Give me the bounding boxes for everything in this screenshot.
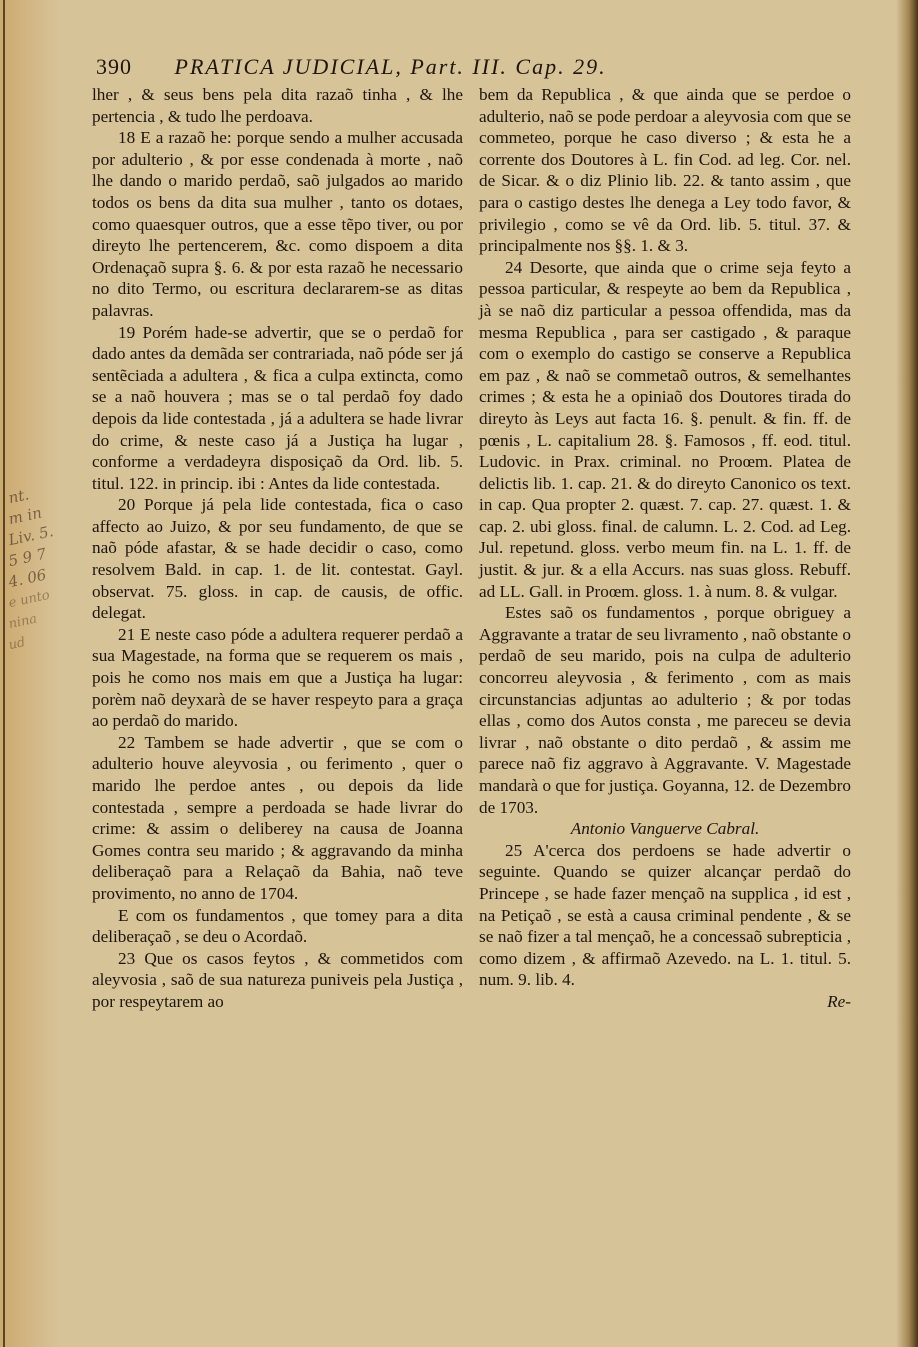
margin-note: nt. [6,485,31,508]
left-column [92,84,463,1013]
paragraph: 21 E neste caso póde a adultera requerer perdaõ a sua Magestade, na forma que se requerem os mais , pois he como nos mais em que a Justiça ha lugar: porèm naõ deyxarà de se haver respeyto para a graça ao perdaõ do marido. [92,624,463,731]
paragraph: bem da Republica , & que ainda que se perdoe o adulterio, naõ se pode perdoar a aleyvosia com que se commeteo, porque he caso diverso ; & esta he a corrente dos Doutores à L. fin Cod. ad leg. Cor. nel. de Sicar. & o diz Plinio lib. 22. & tanto assim , que para o castigo destes lhe denega a Ley todo favor, & privilegio , como se vê da Ord. lib. 5. titul. 37. & principalmente nos §§. 1. & 3. [479,85,851,256]
margin-note: nina [7,611,39,633]
margin-note: m in [6,503,44,529]
running-header [96,54,856,80]
paragraph: 22 Tambem se hade advertir , que se com o adulterio houve aleyvosia , ou ferimento , quer o marido lhe perdoe antes , ou depois da lide contestada , sempre a perdoada se hade livrar do crime: & assim o deliberey na causa de Joanna Gomes contra seu marido ; & aggravando da minha deliberaçaõ para a Relaçaõ da Bahia, naõ teve provimento, no anno de 1704. [92,732,463,903]
gutter-shadow [0,0,60,1347]
catchword: Re- [827,991,851,1011]
page-edge-shadow [896,0,918,1347]
handwritten-margin-notes [6,480,88,654]
margin-note: 4. 06 [6,565,48,592]
binding-line [3,0,5,1347]
running-title: PRATICA JUDICIAL, Part. III. Cap. 29. [174,54,607,79]
paragraph: 20 Porque já pela lide contestada, fica o caso affecto ao Juizo, & por seu fundamento, de que se naõ póde afastar, & se hade decidir o caso, como resolvem Bald. in cap. 1. de lit. contestat. Gayl. observat. 75. gloss. in cap. de causis, de offic. delegat. [92,495,463,623]
paragraph: 23 Que os casos feytos , & commetidos com aleyvosia , saõ de sua natureza puniveis pela Justiça , por respeytarem ao [92,948,463,1011]
signature: Antonio Vanguerve Cabral. [570,819,760,839]
right-column [479,84,851,1013]
paragraph: 24 Desorte, que ainda que o crime seja feyto a pessoa particular, & respeyte ao bem da Republica , jà se naõ diz particular a pessoa offendida, mas da mesma Republica , para ser castigado , & paraque com o exemplo do castigo se conserve a Republica em paz , & naõ se commetaõ outros, & semelhantes crimes ; & esta he a opiniaõ dos Doutores tirada do direyto às Leys aut facta 16. §. penult. & fin. ff. de pœnis , L. capitalium 28. §. Famosos , ff. eod. titul. Ludovic. in Prax. criminal. no Proœm. Platea de delictis lib. 1. cap. 21. & do direyto Canonico os text. in cap. Qua propter 2. quæst. 7. cap. 27. quæst. 1. & cap. 2. ubi gloss. final. de calumn. L. 2. Cod. ad Leg. Jul. repetund. gloss. verbo meum fin. na L. 1. ff. de justit. & jur. & a ella Accurs. nas suas gloss. Rebuff. ad LL. Gall. in Proœm. gloss. 1. à num. 8. & vulgar. [479,257,851,601]
paragraph: E com os fundamentos , que tomey para a dita deliberaçaõ , se deu o Acordaõ. [92,905,463,947]
paragraph: 18 E a razaõ he: porque sendo a mulher accusada por adulterio , & por esse condenada à morte , naõ lhe dando o marido perdaõ, saõ julgados ao marido todos os bens da dita sua mulher , tanto os dotaes, como quaesquer outros, que a esse tẽpo tiver, ou por direyto lhe pertencerem, &c. como dispoem a dita Ordenaçaõ supra §. 6. & por esta razaõ he necessario no dito Termo, ou escritura declararem-se as ditas palavras. [92,128,463,320]
page-number: 390 [96,54,132,79]
margin-note: e unto [7,587,52,612]
margin-note: ud [7,635,27,654]
paragraph: 19 Porém hade-se advertir, que se o perdaõ for dado antes da demãda ser contrariada, naõ póde ser já sentẽciada a adultera , & fica a culpa extincta, como se a naõ houvera ; mas se o tal perdaõ foy dado depois da lide contestada , já a adultera se hade livrar do crime, & neste caso já a Justiça ha lugar , conforme a verdadeyra disposiçaõ da Ord. lib. 5. titul. 122. in princip. ibi : Antes da lide contestada. [92,322,463,493]
paragraph: Estes saõ os fundamentos , porque obriguey a Aggravante a tratar de seu livramento , naõ obstante o perdaõ de seu marido, pois na culpa de adulterio concorreu aleyvosia , & ferimento , com as mais circunstancias adjuntas ao adulterio ; & por todas ellas , como dos Autos consta , me pareceu se devia livrar , naõ obstante o dito perdaõ , & assim me parece naõ fiz aggravo à Aggravante. V. Magestade mandarà o que for justiça. Goyanna, 12. de Dezembro de 1703. [479,603,851,817]
margin-note: 5 9 7 [6,544,48,571]
paragraph: lher , & seus bens pela dita razaõ tinha , & lhe pertencia , & tudo lhe perdoava. [92,85,463,126]
paragraph: 25 A'cerca dos perdoens se hade advertir o seguinte. Quando se quizer alcançar perdaõ do Princepe , se hade fazer mençaõ na supplica , id est , na Petiçaõ , se està a causa criminal pendente , & se se naõ fizer a tal mençaõ, he a concessaõ subrepticia , como dizem , & affirmaõ Azevedo. na L. 1. titul. 5. num. 9. lib. 4. [479,840,851,990]
margin-note: Liv. 5. [6,522,55,550]
